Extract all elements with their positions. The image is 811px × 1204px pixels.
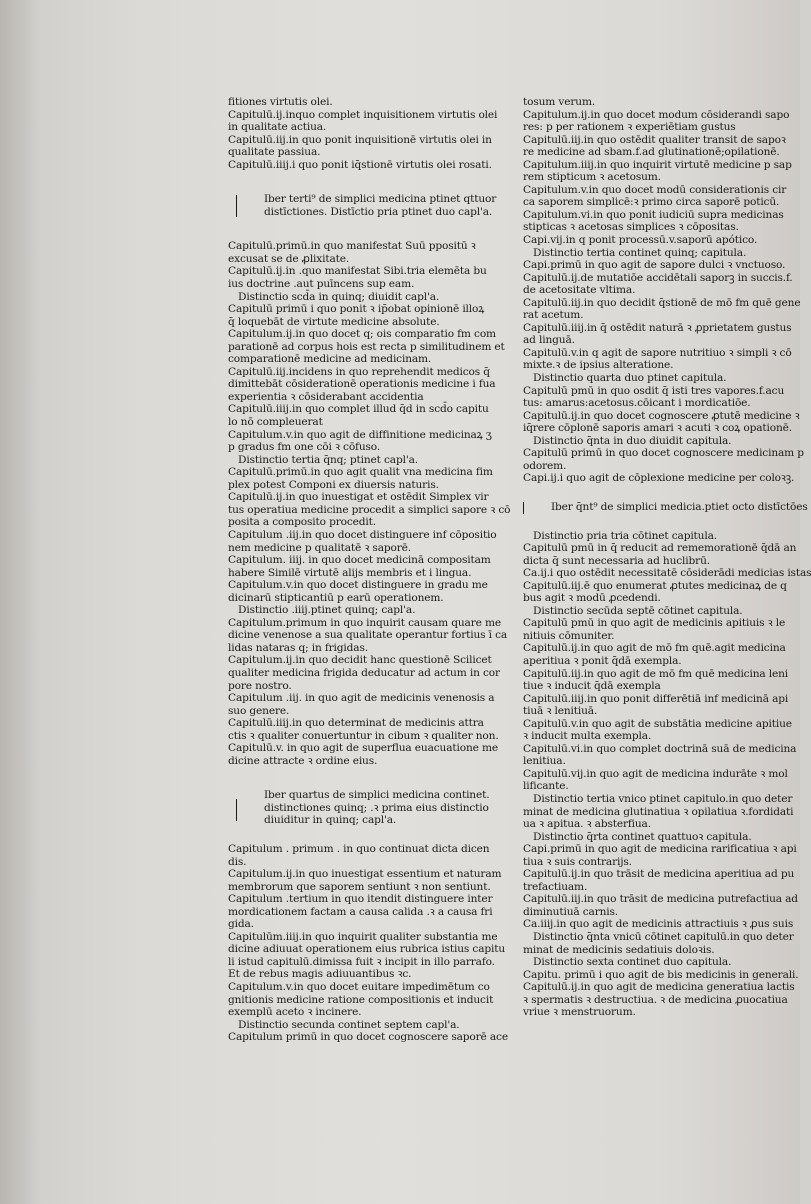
text-line: lenitiua. [523,755,566,768]
text-line: trefactiuam. [523,880,588,893]
text-line: Capitulū.ij.inquo complet inquisitionem virtutis olei [228,108,498,121]
text-line: Capitulū.iiij.i quo ponit iq̄stionē virtutis olei rosati. [228,158,492,171]
text-line: ua ꝛ apitua. ꝛ absterfiua. [523,818,651,831]
text-line: dicine venenose a sua qualitate operantur fortius ī ca [228,629,508,642]
right-block-3 [523,372,800,435]
text-line: tiue ꝛ inducit q̄dā exempla [523,680,661,693]
text-line: minat de medicina glutinatiua ꝛ opilatiua ꝛ.fordidati [523,805,794,818]
text-line: Capitulū.ij.in quo inuestigat et ostēdit Simplex vir [228,491,489,504]
text-line: Capitulū.iiij.in q̄ ostēdit naturā ꝛ ꝓprietatem gustus [523,321,792,334]
text-line: Capitulū primū i quo ponit ꝛ ip̄obat opinionē illoꝝ [228,303,485,316]
right-block-1 [523,96,792,247]
text-line: exemplū aceto ꝛ incinere. [228,1006,362,1019]
initial-capital-L [236,799,249,821]
left-block-6 [228,1018,508,1044]
text-line: distinctiones quinq; .ꝛ prima eius distinctio [264,801,489,814]
text-line: Iber quartus de simplici medicina continet. [264,789,490,802]
text-line: res: p per rationem ꝛ experiētiam gustus [523,121,736,134]
text-line: diuiditur in quinq; capl'a. [264,814,397,827]
text-line: bus agit ꝛ modū ꝓcedendi. [523,592,661,605]
text-line: Distinctio secunda continet septem capl'a. [238,1018,460,1031]
text-line: dicine attracte ꝛ ordine eius. [228,754,378,767]
text-line: de acetositate vltima. [523,284,636,297]
text-line: dimittebāt cōsiderationē operationis medicine i fua [228,378,496,391]
text-line: Capitu. primū i quo agit de bis medicinis in generali. [523,968,799,981]
text-line: dis. [228,855,247,868]
text-line: Iber q̄nt⁹ de simplici medicia.ptiet octo distīctōes [551,500,808,513]
text-line: rat acetum. [523,309,584,322]
text-line: li istud capitulū.dimissa fuit ꝛ incipit in illo parrafo. [228,955,495,968]
text-line: Capitulū pmū in quo osdit q̄ isti tres vapores.f.acu [523,384,785,397]
left-block-2 [228,240,505,454]
right-text-column [523,96,811,1019]
text-line: ca saporem simplicē:ꝛ primo circa saporē poticū. [523,196,780,209]
text-line: Capi.primū in quo agit de medicina rarificatiua ꝛ api [523,843,797,856]
text-line: lificante. [523,780,569,793]
text-line: Et de rebus magis adiuuantibus ꝛc. [228,968,412,981]
text-line: Capitulū.v.in quo agit de substātia medicine apitiue [523,717,792,730]
right-block-4 [523,434,804,485]
text-line: q̄ loquebāt de virtute medicine absolute. [228,315,440,328]
text-line: Distinctio q̄rta continet quattuoꝛ capitula. [533,830,752,843]
text-line: Distinctio .iiij.ptinet quinq; capl'a. [238,604,416,617]
text-line: Capitulū.iij.incidens in quo reprehendit medicos q̄ [228,365,490,378]
text-line: Capitulum .tertium in quo itendit distinguere inter [228,893,493,906]
text-line: Capitulū.vi.in quo complet doctrinā suā de medicina [523,742,797,755]
book-heading-5 [523,500,808,514]
text-line: gida. [228,918,254,931]
text-line: Capitulum.v.in quo agit de diffinitione medicinaꝝ ʒ [228,428,492,441]
text-line: Capitulū.ij.in quo agit de mō fm quē.agit medicina [523,642,786,655]
text-line: Capitulum.ij.in quo decidit hanc questionē Scilicet [228,654,492,667]
text-line: Capi.primū in quo agit de sapore dulci ꝛ vnctuoso. [523,259,786,272]
text-line: nem medicine p qualitatē ꝛ saporē. [228,541,411,554]
text-line: rem stipticum ꝛ acetosum. [523,171,661,184]
text-line: iq̄rere cōplonē saporis amari ꝛ acuti ꝛ coꝝ opationē. [523,422,793,435]
text-line: distīctiones. Distīctio pria ptinet duo capl'a. [264,205,493,218]
text-line: Capitulum.ij.in quo docet modum cōsiderandi sapo [523,108,790,121]
text-line: Capitulū.iiij.in quo ponit differētiā inf medicinā api [523,692,789,705]
text-line: membrorum que saporem sentiunt ꝛ non sentiunt. [228,880,491,893]
text-line: Capitulum.v.in quo docet distinguere in gradu me [228,579,488,592]
text-line: Capitulūm.iiij.in quo inquirit qualiter substantia me [228,930,498,943]
text-line: Capitulū.primū.in quo agit qualit vna medicina fim [228,466,493,479]
text-line: Capi.ij.i quo agit de cōplexione medicine per coloꝛꝫ. [523,472,795,485]
text-line: Capitulum.ij.in quo inuestigat essentium et naturam [228,868,502,881]
text-line: Ca.iiij.in quo agit de medicinis attractiuis ꝛ ꝓus suis [523,918,794,931]
text-line: Capitulū.primū.in quo manifestat Suū ppositū ꝛ [228,240,476,253]
left-text-column [228,96,511,1044]
text-line: Capitulum .iij.in quo docet distinguere inf cōpositio [228,528,497,541]
text-line: dicta q̄ sunt necessaria ad huclibrū. [523,554,710,567]
right-block-5 [523,529,811,605]
initial-capital-L [523,502,536,514]
text-line: tus operatiua medicine procedit a simplici sapore ꝛ cō [228,503,511,516]
text-line: Capitulū.ij.in quo docet cognoscere ꝓtutē medicine ꝛ [523,409,800,422]
text-line: posita a composito procedit. [228,516,376,529]
left-block-1 [228,96,498,171]
text-line: diminutiuā carnis. [523,905,619,918]
text-line: qualitate passiua. [228,146,321,159]
text-line: Capitulum.primum in quo inquirit causam quare me [228,616,501,629]
text-line: Capitulum.ij.in quo docet q; ois comparatio fm com [228,328,496,341]
text-line: Distinctio pria tria cōtinet capitula. [533,529,717,542]
text-line: plex potest Componi ex diuersis naturis. [228,478,439,491]
text-line: Capitulum.v.in quo docet modū considerationis cir [523,183,787,196]
text-line: Capitulum primū in quo docet cognoscere saporē ace [228,1031,508,1044]
right-block-7 [523,792,798,931]
text-line: ctis ꝛ qualiter conuertuntur in cibum ꝛ qualiter non. [228,729,499,742]
text-line: parationē ad corpus hois est recta p similitudinem et [228,340,505,353]
text-line: comparationē medicine ad medicinam. [228,353,432,366]
text-line: Capitulum.v.in quo docet euitare impedimētum co [228,981,490,993]
right-block-2 [523,246,801,372]
text-line: Capitulum.vi.in quo ponit iudiciū supra medicinas [523,208,784,221]
text-line: Distinctio q̄nta vnicū cōtinet capitulū.in quo deter [533,931,794,943]
text-line: Distinctio secūda septē cōtinet capitula. [533,604,743,617]
text-line: tosum verum. [523,96,596,108]
left-block-3 [228,453,511,605]
text-line: mordicationem factam a causa calida .ꝛ a causa fri [228,905,493,918]
page-gutter-shadow [0,0,40,1204]
text-line: habere Similē virtutē alijs membris et i lingua. [228,566,472,579]
text-line: qualiter medicina frigida deducatur ad actum in cor [228,666,500,679]
text-line: aperitiua ꝛ ponit q̄dā exempla. [523,654,682,667]
text-line: Capitulum . primum . in quo continuat dicta dicen [228,842,490,855]
text-line: Capitulū.iij.in quo ponit inquisitionē virtutis olei in [228,133,492,146]
text-line: vriue ꝛ menstruorum. [523,1006,636,1019]
text-line: experientia ꝛ cōsiderabant accidentia [228,390,424,403]
text-line: tiuā ꝛ lenitiuā. [523,705,598,718]
text-line: Capitulū primū in quo docet cognoscere medicinam p [523,447,804,460]
text-line: Distinctio tertia vnico ptinet capitulo.in quo deter [533,792,793,805]
text-line: minat de medicinis sedatiuis doloꝛis. [523,943,715,956]
text-line: re medicine ad sbam.f.ad glutinationē;opilationē. [523,146,780,159]
text-line: Capitulū.iiij.in quo complet illud q̄d in scd̄o capitu [228,403,489,416]
text-line: Capitulū.iij.ē quo enumerat ꝓtutes medicinaꝝ de q [523,579,787,592]
text-line: Capitulū pmū in q̄ reducit ad rememorationē q̄dā an [523,542,797,555]
text-line: Distinctio tertia q̄nq; ptinet capl'a. [238,453,418,466]
initial-capital-L [236,195,249,217]
text-line: Capitulū pmū in quo agit de medicinis apitiuis ꝛ le [523,617,786,630]
text-line: Capitulū.v.in q agit de sapore nutritiuo ꝛ simpli ꝛ cō [523,346,792,359]
text-line: Capitulū.ij.in quo agit de medicina generatiua lactis [523,981,795,994]
text-line: pore nostro. [228,679,292,692]
text-line: stipticas ꝛ acetosas simplices ꝛ cōpositas. [523,221,739,234]
text-line: ius doctrine .aut puīncens sup eam. [228,278,415,291]
text-line: Capitulū.iij.in quo agit de mō fm quē medicina leni [523,667,789,680]
text-line: ꝛ inducit multa exempla. [523,730,652,743]
text-line: Capitulū.v. in quo agit de superflua euacuatione me [228,742,498,755]
text-line: Capitulū.ij.in quo trāsit de medicina aperitiua ad pu [523,868,795,881]
text-line: Capitulum .iij. in quo agit de medicinis venenosis a [228,692,495,705]
text-line: tus: amarus:acetosus.cōicant i mordicatiōe. [523,397,751,410]
text-line: Capitulū.iiij.in quo determinat de medicinis attra [228,717,484,730]
text-line: ꝛ spermatis ꝛ destructiua. ꝛ de medicina ꝓuocatiua [523,993,788,1006]
text-line: lo nō compleuerat [228,416,323,429]
text-line: gnitionis medicine ratione compositionis et inducit [228,993,494,1006]
text-line: Capitulū.iij.in quo decidit q̄stionē de mō fm quē gene [523,296,801,309]
text-line: Capitulū.iij.in quo trāsit de medicina putrefactiua ad [523,893,798,906]
text-line: Distinctio quarta duo ptinet capitula. [533,372,727,385]
text-line: dicine adiuuat operationem eius rubrica istius capitu [228,943,506,956]
text-line: lidas nataras q; in frigidas. [228,641,368,654]
text-line: Ca.ij.i quo ostēdit necessitatē cōsiderādi medicias istas [523,567,811,580]
text-line: suo genere. [228,704,290,717]
text-line: p gradus fm one cōi ꝛ cōfuso. [228,441,381,454]
text-line: Distinctio sexta continet duo capitula. [533,956,732,969]
text-line: excusat se de ꝓlixitate. [228,252,350,265]
text-line: Distinctio tertia continet quinq; capitula. [533,246,747,259]
text-line: Capitulū.ij.in .quo manifestat Sibi.tria elemēta bu [228,265,487,278]
right-block-8 [523,931,799,1019]
text-line: Distinctio q̄nta in duo diuidit capitula. [533,434,732,447]
text-line: fitiones virtutis olei. [228,96,333,108]
text-line: in qualitate actiua. [228,121,327,134]
text-line: Capitulū.ij.de mutatiōe accidētali saporꝫ in succis.f. [523,271,793,284]
text-line: dicinarū stipticantiū p earū operationem. [228,591,444,604]
text-line: Capitulum.iiij.in quo inquirit virtutē medicine p sap [523,158,792,171]
text-line: nitiuis cōmuniter. [523,629,615,642]
text-line: ad linguā. [523,334,575,347]
text-line: Iber terti⁹ de simplici medicina ptinet qttuor [264,193,497,206]
text-line: mixte.ꝛ de ipsius alteratione. [523,359,674,372]
right-block-6 [523,604,797,793]
text-line: tiua ꝛ suis contrarijs. [523,855,632,868]
text-line: Capitulū.iij.in quo ostēdit qualiter transit de sapoꝛ [523,133,786,146]
text-line: Capitulum. iiij. in quo docet medicinā compositam [228,554,491,567]
book-heading-4 [228,789,490,827]
left-block-4 [228,604,508,767]
book-heading-3 [228,193,497,218]
text-line: Capi.vij.in q ponit processū.v.saporū apótico. [523,234,758,247]
left-block-5 [228,842,506,1019]
text-line: odorem. [523,459,567,472]
text-line: Distinctio scd̄a in quinq; diuidit capl'a. [238,290,440,303]
text-line: Capitulū.vij.in quo agit de medicina indurāte ꝛ mol [523,767,788,780]
